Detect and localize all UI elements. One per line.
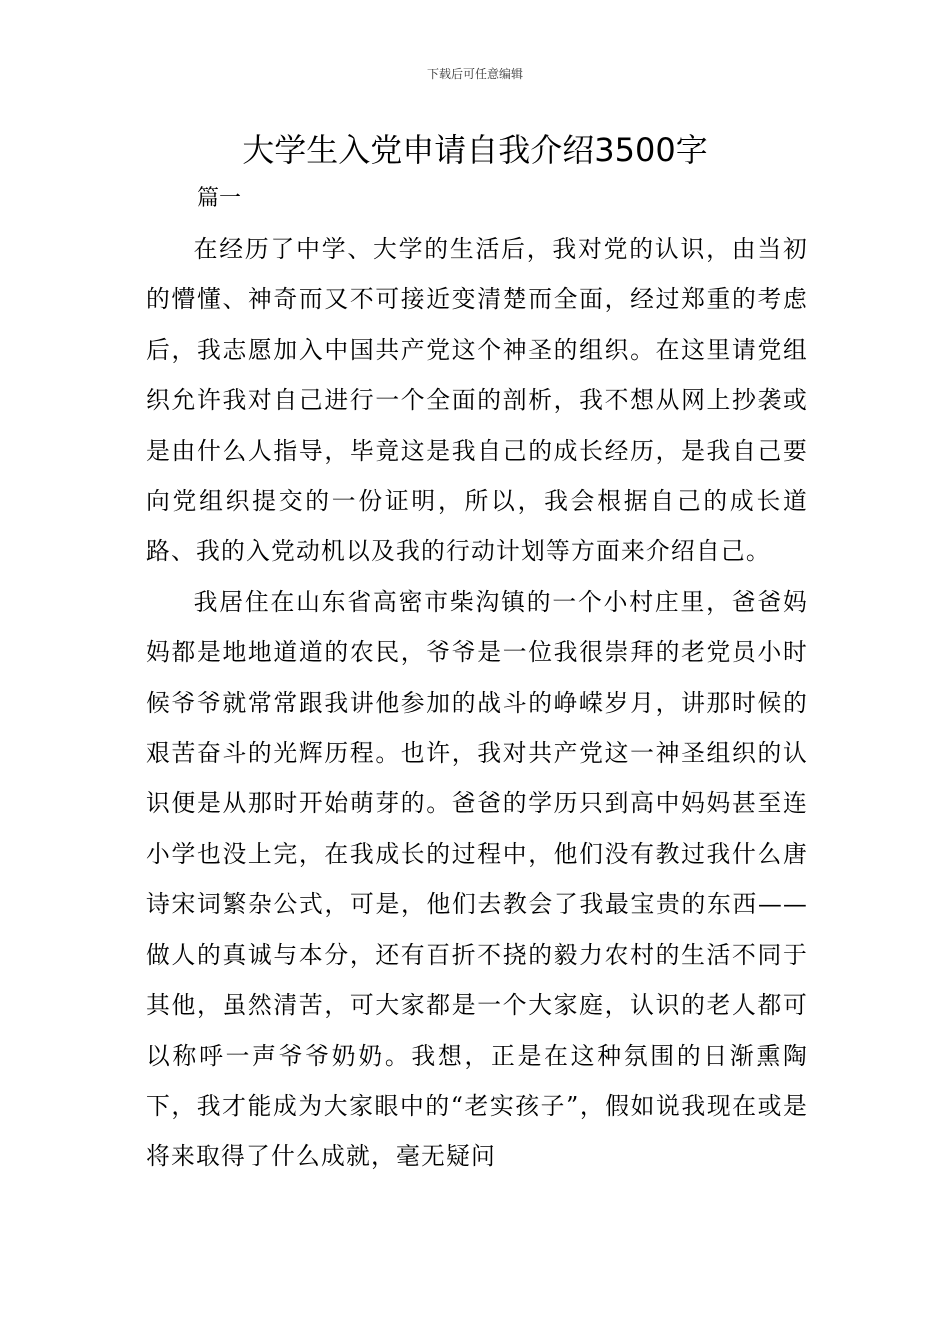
document-title: 大学生入党申请自我介绍3500字 bbox=[242, 131, 708, 169]
header-note: 下载后可任意编辑 bbox=[426, 67, 523, 81]
paragraph-2: 我居住在山东省高密市柴沟镇的一个小村庄里，爸爸妈妈都是地地道道的农民，爷爷是一位我很崇拜的老党员小时候爷爷就常常跟我讲他参加的战斗的峥嵘岁月，讲那时候的艰苦奋斗的光辉历程。也许，我对共产党这一神圣组织的认识便是从那时开始萌芽的。爸爸的学历只到高中妈妈甚至连小学也没上完，在我成长的过程中，他们没有教过我什么唐诗宋词繁杂公式，可是，他们去教会了我最宝贵的东西——做人的真诚与本分，还有百折不挠的毅力农村的生活不同于其他，虽然清苦，可大家都是一个大家庭，认识的老人都可以称呼一声爷爷奶奶。我想，正是在这种氛围的日渐熏陶下，我才能成为大家眼中的“老实孩子”，假如说我现在或是将来取得了什么成就，毫无疑问 bbox=[146, 587, 808, 1171]
section-label: 篇一 bbox=[197, 186, 242, 211]
paragraph-1: 在经历了中学、大学的生活后，我对党的认识，由当初的懵懂、神奇而又不可接近变清楚而全面，经过郑重的考虑后，我志愿加入中国共产党这个神圣的组织。在这里请党组织允许我对自己进行一个全面的剖析，我不想从网上抄袭或是由什么人指导，毕竟这是我自己的成长经历，是我自己要向党组织提交的一份证明，所以，我会根据自己的成长道路、我的入党动机以及我的行动计划等方面来介绍自己。 bbox=[146, 235, 808, 566]
body-text bbox=[146, 224, 808, 1182]
